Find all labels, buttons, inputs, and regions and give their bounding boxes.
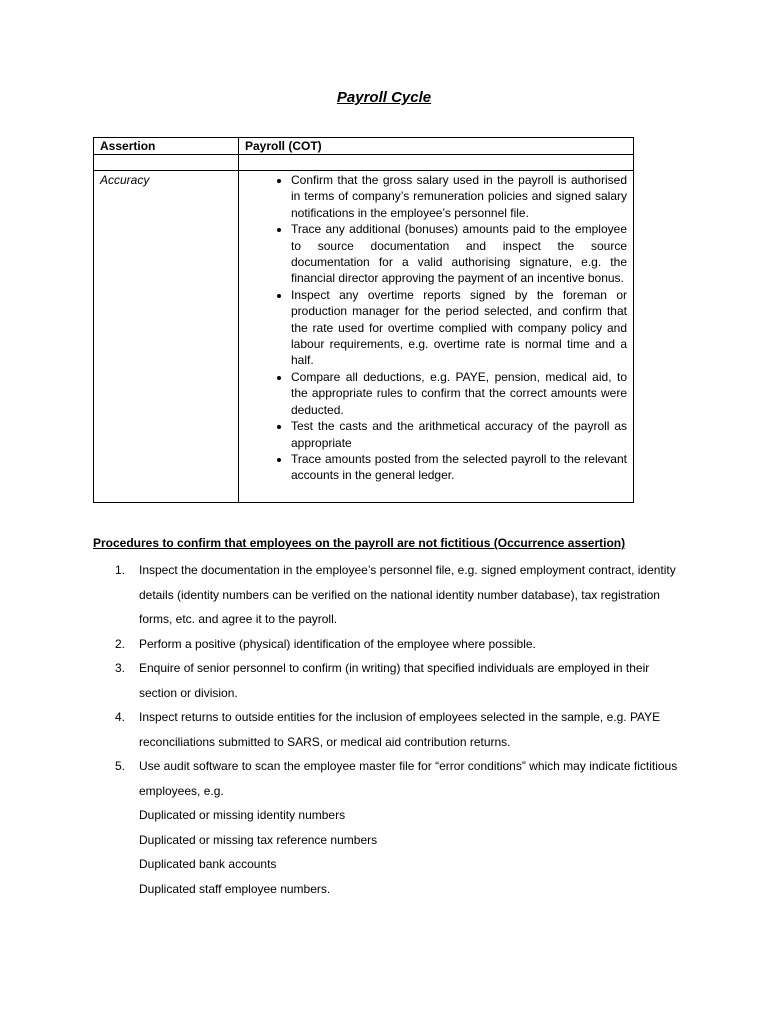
error-conditions-list (139, 803, 679, 901)
assertion-table (93, 137, 634, 503)
list-number: 3. (115, 661, 126, 675)
list-item (115, 558, 679, 632)
table-row (94, 171, 634, 503)
list-item (115, 656, 679, 705)
list-number: 5. (115, 759, 126, 773)
list-item: • Trace amounts posted from the selected payroll to the relevant accounts in the general ledger. (291, 451, 627, 484)
list-item: • Compare all deductions, e.g. PAYE, pension, medical aid, to the appropriate rules to confirm that the correct amounts were deducted. (291, 369, 627, 418)
list-item: • Confirm that the gross salary used in the payroll is authorised in terms of company’s remuneration policies and signed salary notifications in the employee’s personnel file. (291, 172, 627, 221)
procedures-cell (239, 171, 634, 503)
procedure-bullet-list (245, 171, 627, 502)
list-item-text: Inspect the documentation in the employee’s personnel file, e.g. signed employment contract, identity details (identity numbers can be verified on the national identity number database), tax registration forms, etc. and agree it to the payroll. (139, 563, 676, 626)
column-header-assertion: Assertion (94, 138, 239, 155)
list-item: • Trace any additional (bonuses) amounts paid to the employee to source documentation and inspect the source documentation for a valid authorising signature, e.g. the financial director approving the payment of an incentive bonus. (291, 221, 627, 287)
column-header-payroll-cot: Payroll (COT) (239, 138, 634, 155)
page-title: Payroll Cycle (336, 89, 432, 106)
sub-list-item: Duplicated bank accounts (139, 857, 277, 871)
list-number: 1. (115, 563, 126, 577)
table-header-row (94, 138, 634, 155)
list-item: • Inspect any overtime reports signed by the foreman or production manager for the period selected, and confirm that the rate used for overtime complied with company policy and labour requirements, e.g. overtime rate is normal time and a half. (291, 287, 627, 369)
list-item-text: Perform a positive (physical) identification of the employee where possible. (139, 636, 536, 651)
table-blank-row (94, 155, 634, 171)
list-item-text: Enquire of senior personnel to confirm (in writing) that specified individuals are employed in their section or division. (139, 661, 650, 700)
sub-list-item: Duplicated staff employee numbers. (139, 881, 331, 896)
list-item-text: Inspect returns to outside entities for the inclusion of employees selected in the sample, e.g. PAYE reconciliations submitted to SARS, or medical aid contribution returns. (139, 710, 661, 749)
list-item-text: Use audit software to scan the employee master file for “error conditions” which may indicate fictitious employees, e.g. (139, 759, 678, 798)
sub-list-item: Duplicated or missing tax reference numbers (139, 832, 378, 847)
assertion-name: Accuracy (94, 171, 239, 503)
list-item (115, 705, 679, 754)
table-cell-empty (94, 155, 239, 171)
list-item (115, 632, 679, 657)
list-number: 4. (115, 710, 126, 724)
procedures-numbered-list (115, 558, 679, 901)
list-item (115, 754, 679, 901)
sub-list-item: Duplicated or missing identity numbers (139, 808, 346, 822)
table-cell-empty (239, 155, 634, 171)
procedures-heading: Procedures to confirm that employees on the payroll are not fictitious (Occurrence assertion) (93, 536, 626, 550)
list-item: • Test the casts and the arithmetical accuracy of the payroll as appropriate (291, 418, 627, 451)
list-number: 2. (115, 636, 126, 651)
